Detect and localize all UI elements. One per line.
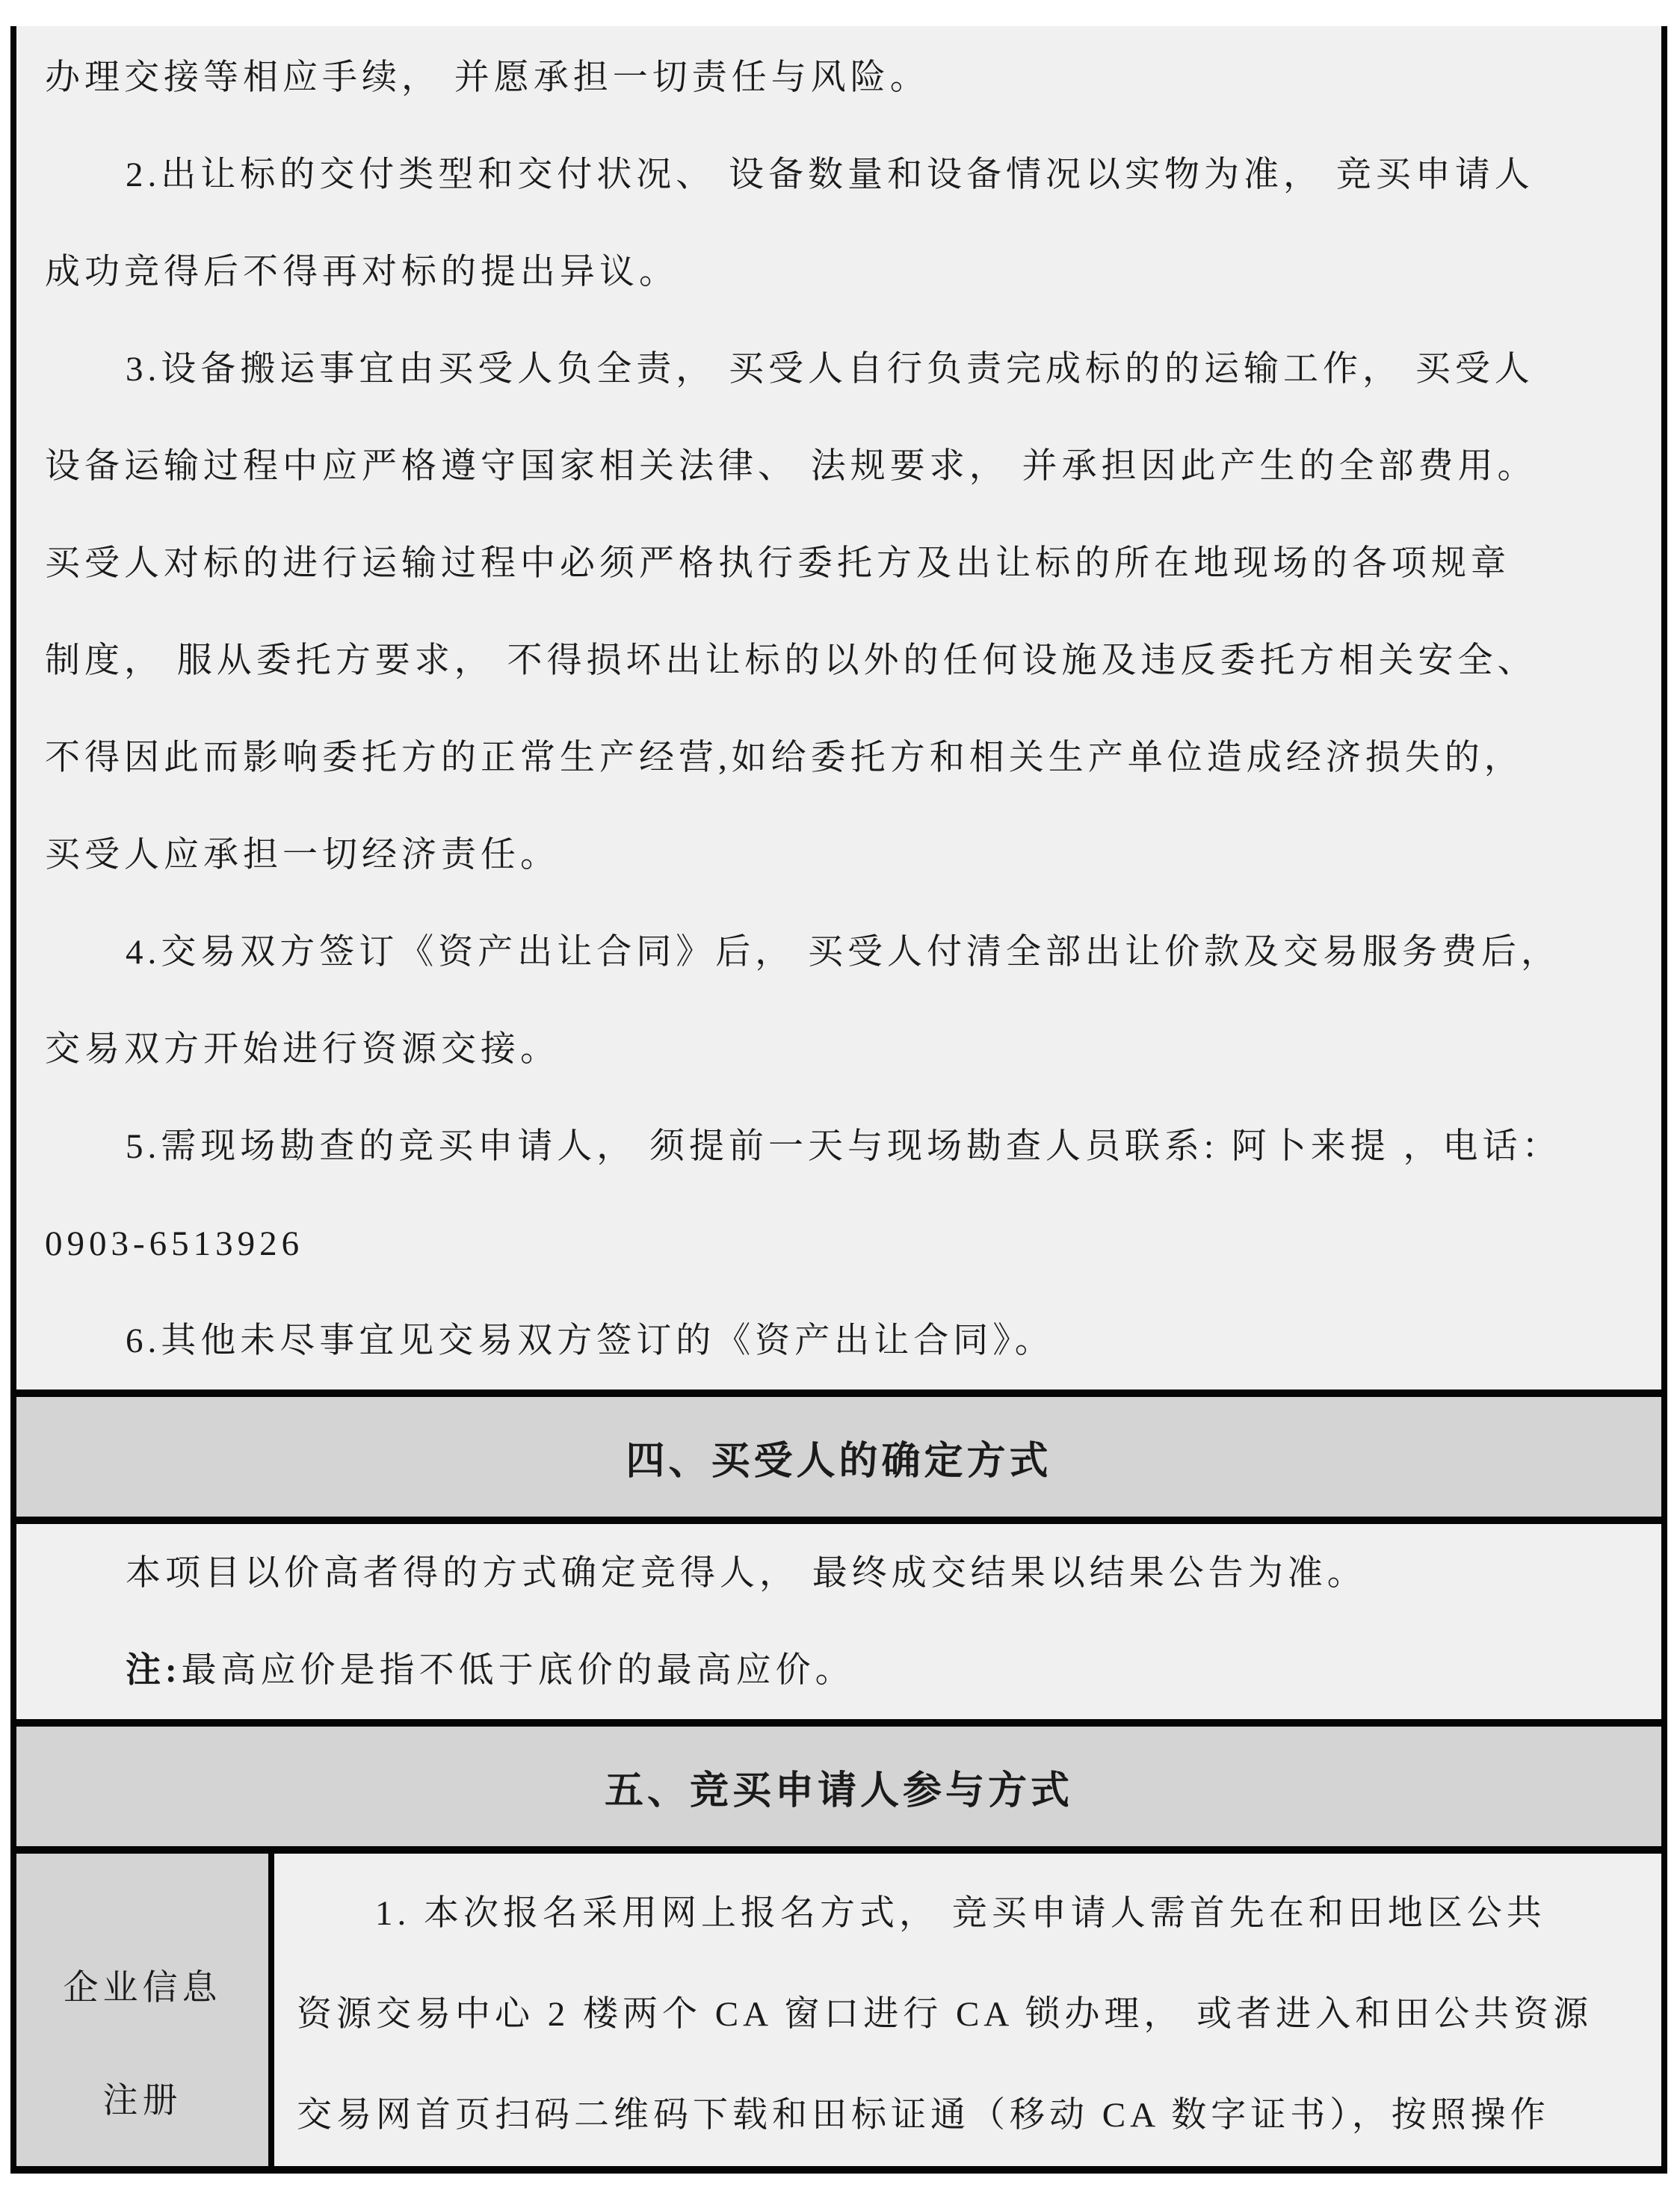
terms-line: 办理交接等相应手续， 并愿承担一切责任与风险。: [45, 58, 930, 97]
terms-line: 买受人对标的进行运输过程中必须严格执行委托方及出让标的所在地现场的各项规章: [45, 544, 1510, 583]
registration-instruction-line: 资源交易中心 2 楼两个 CA 窗口进行 CA 锁办理， 或者进入和田公共资源: [297, 1995, 1593, 2034]
terms-line: 买受人应承担一切经济责任。: [45, 836, 560, 875]
terms-line: 4.交易双方签订《资产出让合同》后， 买受人付清全部出让价款及交易服务费后，: [126, 933, 1560, 972]
terms-line: 2.出让标的交付类型和交付状况、 设备数量和设备情况以实物为准， 竞买申请人: [126, 155, 1534, 194]
note-body: 最高应价是指不低于底价的最高应价。: [181, 1651, 855, 1690]
terms-line: 3.设备搬运事宜由买受人负全责， 买受人自行负责完成标的的运输工作， 买受人: [126, 350, 1534, 389]
document-page: [10, 26, 1667, 2174]
terms-paragraphs: [16, 26, 1661, 1389]
contact-phone: 0903-6513926: [45, 1224, 304, 1263]
terms-line: 制度， 服从委托方要求， 不得损坏出让标的以外的任何设施及违反委托方相关安全、: [45, 641, 1537, 680]
registration-instruction-line: 1. 本次报名采用网上报名方式， 竞买申请人需首先在和田地区公共: [375, 1894, 1546, 1933]
note-prefix: 注:: [126, 1651, 182, 1690]
registration-row-label-cell: [16, 1854, 274, 2166]
determination-method-line: 本项目以价高者得的方式确定竞得人， 最终成交结果以结果公告为准。: [126, 1554, 1367, 1593]
terms-line: 成功竞得后不得再对标的提出异议。: [45, 253, 679, 292]
terms-line: 不得因此而影响委托方的正常生产经营,如给委托方和相关生产单位造成经济损失的，: [45, 738, 1524, 777]
terms-line: 交易双方开始进行资源交接。: [45, 1030, 560, 1069]
note-line: [45, 1622, 1631, 1719]
section4-header-banner: [16, 1389, 1661, 1524]
registration-instruction-line: 交易网首页扫码二维码下载和田标证通（移动 CA 数字证书），按照操作: [297, 2096, 1550, 2135]
registration-table-row: [16, 1854, 1661, 2166]
section4-heading: 四、买受人的确定方式: [626, 1440, 1052, 1483]
section4-body: [16, 1524, 1661, 1719]
registration-instructions-cell: [274, 1854, 1661, 2166]
terms-line: 5.需现场勘查的竞买申请人， 须提前一天与现场勘查人员联系: 阿卜来提 ，电话：: [126, 1127, 1562, 1166]
terms-line: 6.其他未尽事宜见交易双方签订的《资产出让合同》。: [126, 1321, 1054, 1360]
registration-label-line2: 注册: [102, 2082, 182, 2120]
section5-heading: 五、竞买申请人参与方式: [604, 1769, 1073, 1813]
section5-header-banner: [16, 1719, 1661, 1854]
registration-label-line1: 企业信息: [63, 1969, 222, 2008]
terms-line: 设备运输过程中应严格遵守国家相关法律、 法规要求， 并承担因此产生的全部费用。: [45, 447, 1537, 486]
